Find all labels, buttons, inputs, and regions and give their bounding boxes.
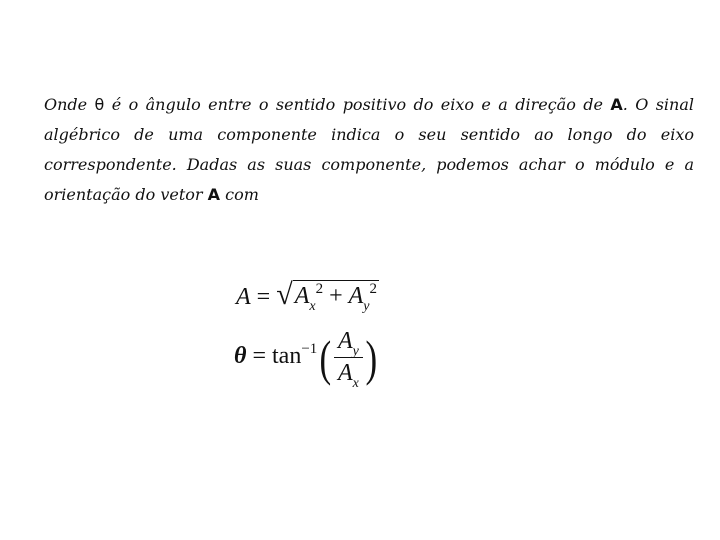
eq1-equals: =: [250, 284, 277, 310]
fraction-denominator: [334, 358, 363, 391]
fraction: [334, 328, 363, 391]
num-a: A: [337, 328, 353, 354]
text-com: com: [220, 185, 259, 204]
vector-a-bold-2: A: [207, 185, 221, 204]
description-paragraph: [44, 90, 694, 210]
eq1-term2-sub: y: [363, 299, 370, 314]
radical-sign: √: [276, 278, 293, 311]
eq1-term1-sub: x: [309, 299, 316, 314]
eq1-term1-sup: 2: [315, 281, 324, 297]
eq2-func: tan: [272, 343, 302, 370]
vector-a-bold: A: [610, 95, 623, 114]
eq2-equals: =: [246, 343, 273, 370]
theta-symbol: θ: [94, 95, 105, 114]
num-sub: y: [352, 344, 359, 359]
eq2-lhs: θ: [234, 343, 247, 370]
eq1-term2-sup: 2: [369, 281, 378, 297]
left-paren: (: [319, 329, 332, 386]
fraction-numerator: [334, 328, 363, 358]
eq1-plus: +: [323, 283, 349, 309]
eq2-inverse: −1: [301, 341, 318, 358]
den-a: A: [337, 360, 353, 386]
eq1-term1: A: [294, 283, 310, 309]
square-root: [276, 278, 379, 314]
text-sign: . O sinal algébrico de uma componente indica o seu sentido ao longo do eixo correspondente. Dadas as suas componente, podemos achar o módulo e a orientação do vetor: [44, 95, 695, 204]
eq1-lhs: A: [236, 284, 251, 310]
text-onde: Onde: [44, 95, 95, 114]
text-angle: é o ângulo entre o sentido positivo do eixo e a direção de: [104, 95, 611, 114]
magnitude-equation: [236, 278, 379, 314]
direction-equation: [234, 328, 380, 391]
eq1-term2: A: [348, 283, 364, 309]
den-sub: x: [352, 376, 359, 391]
radicand: [293, 280, 379, 314]
right-paren: ): [365, 329, 378, 386]
